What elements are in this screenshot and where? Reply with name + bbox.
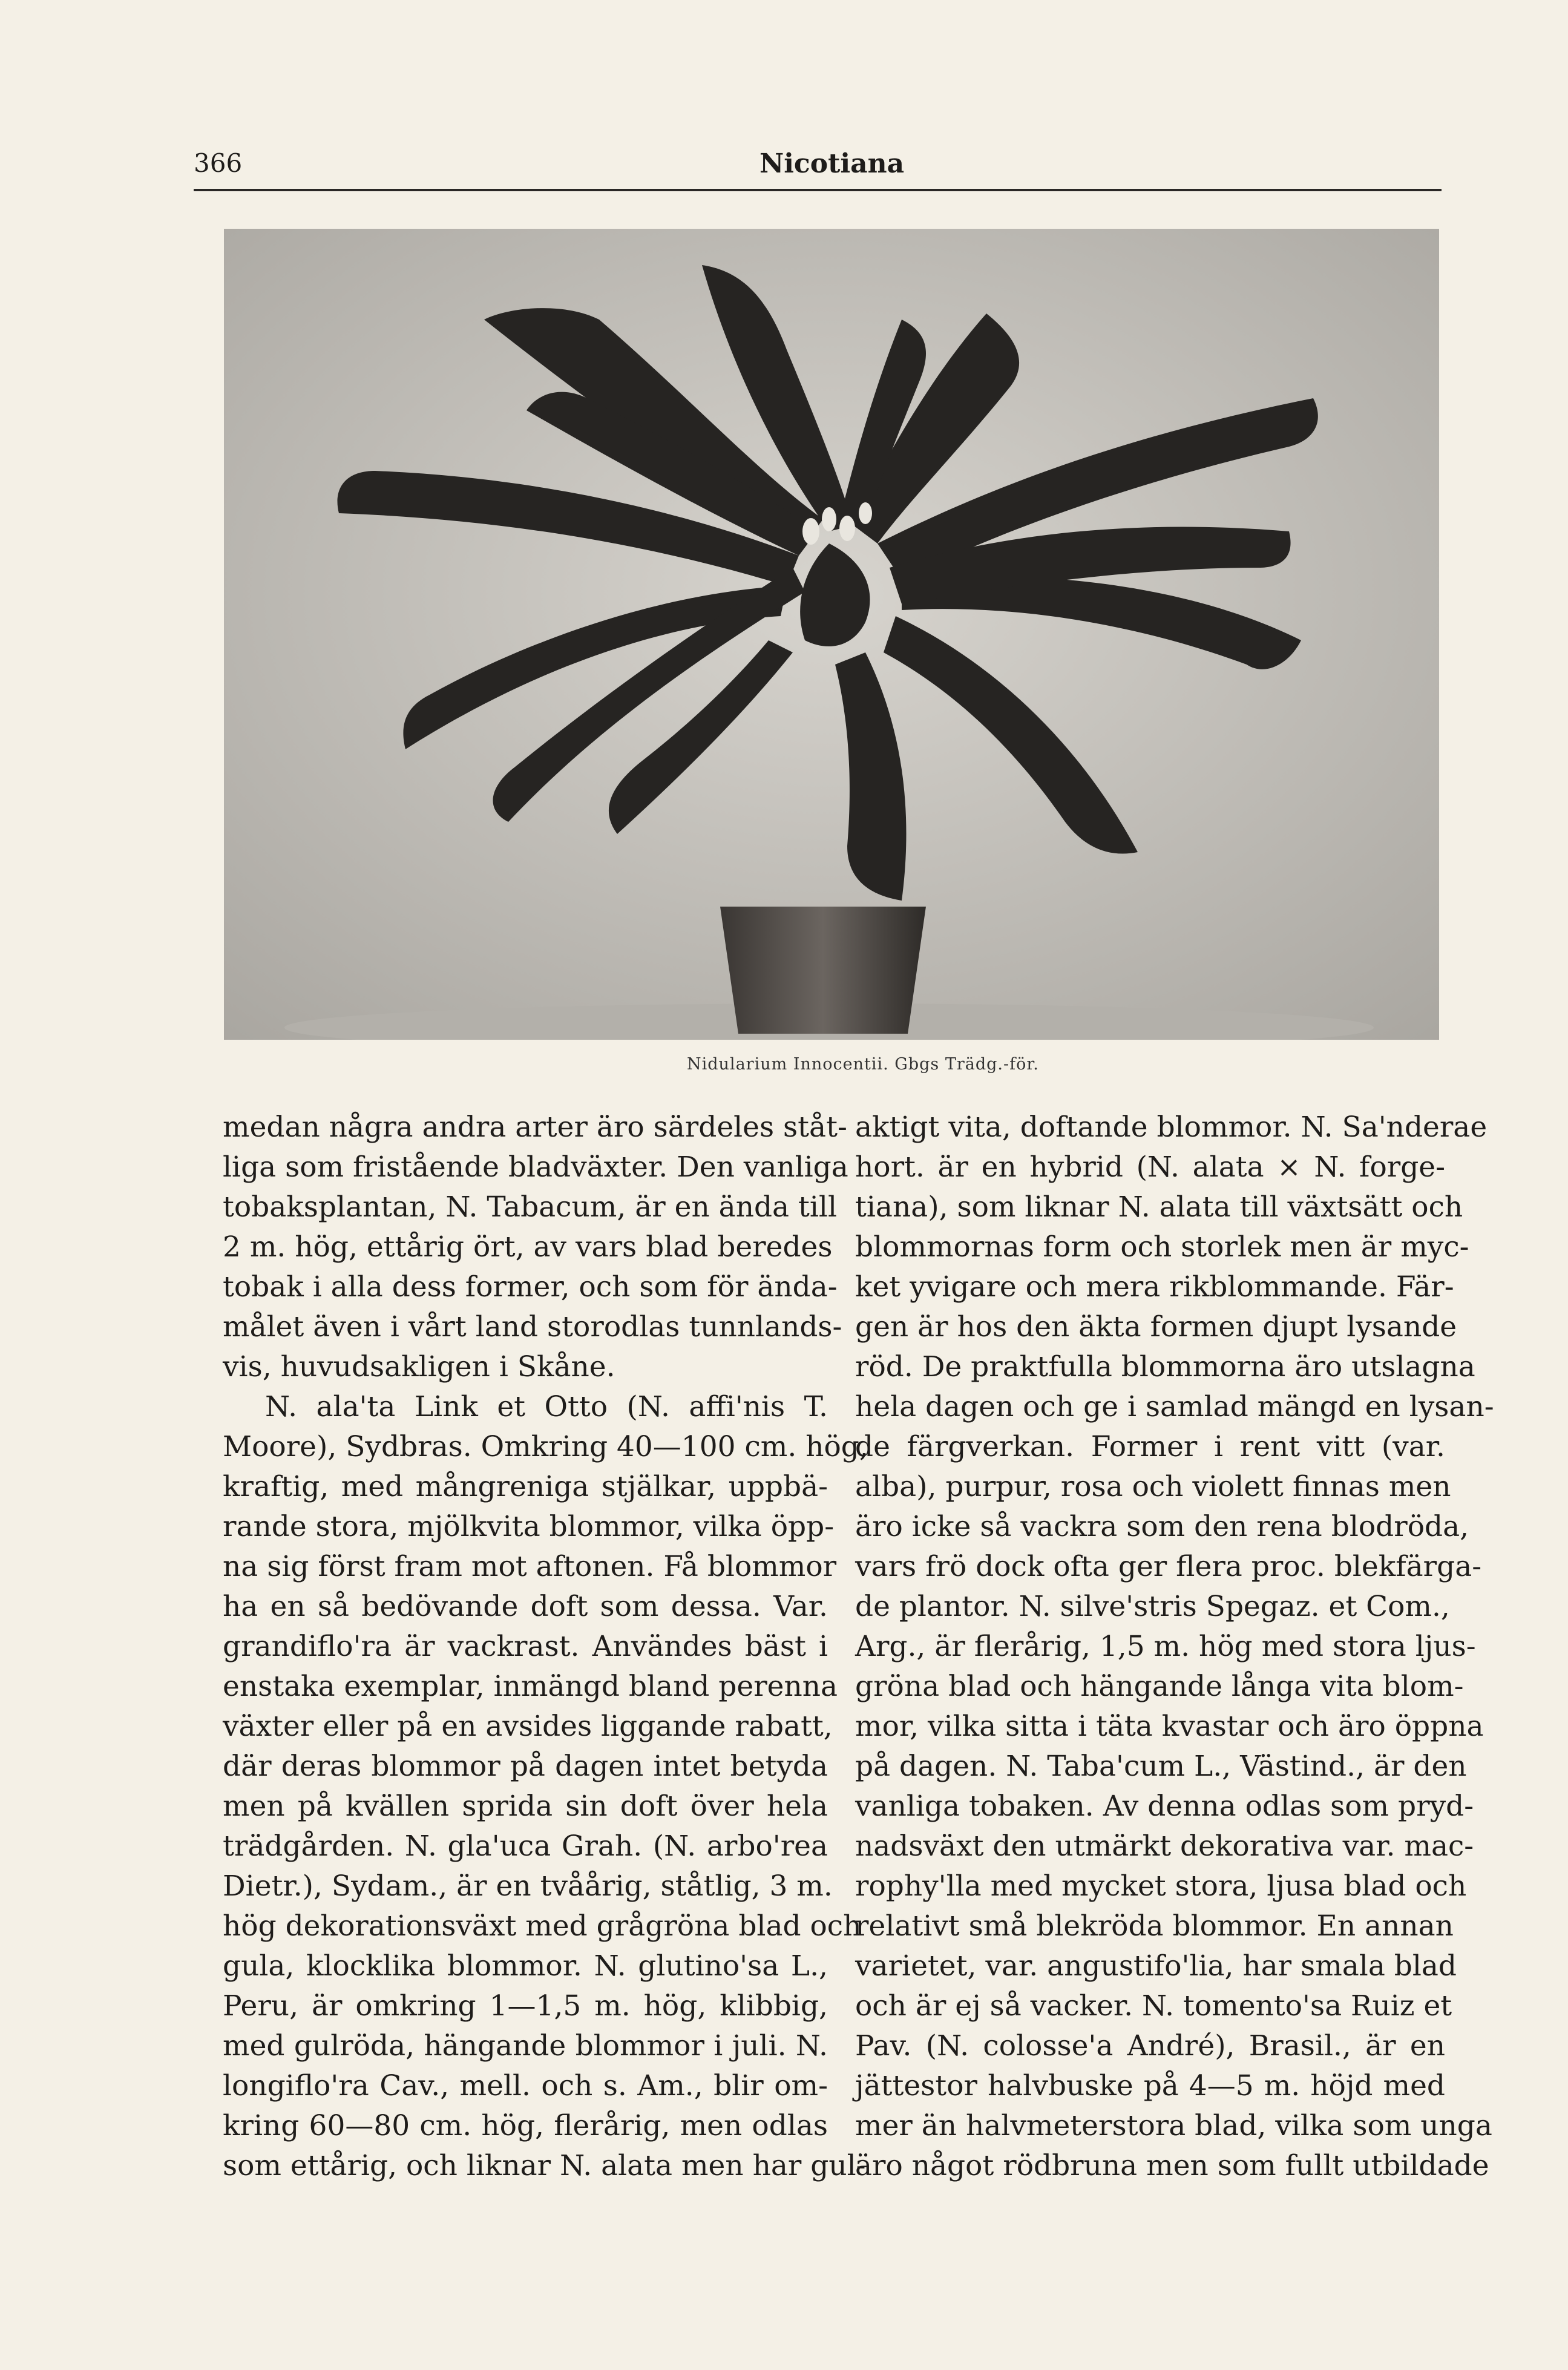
text-line: relativt små blekröda blommor. En annan [855,1909,1454,1943]
text-line: longiflo'ra Cav., mell. och s. Am., blir om- [223,2069,828,2102]
text-line: gröna blad och hängande långa vita blom- [855,1670,1464,1703]
text-line: tobak i alla dess former, och som för ända- [223,1270,838,1304]
text-line: tiana), som liknar N. alata till växtsätt och [855,1190,1463,1224]
text-line: de färgverkan. Former i rent vitt (var. [855,1430,1445,1463]
text-line: vis, huvudsakligen i Skåne. [223,1350,615,1384]
text-line: målet även i vårt land storodlas tunnlands- [223,1310,842,1344]
text-line: na sig först fram mot aftonen. Få blommor [223,1550,837,1583]
text-line: grandiflo'ra är vackrast. Användes bäst i [223,1630,828,1663]
text-line: kraftig, med mångreniga stjälkar, uppbä- [223,1470,828,1503]
text-line: Peru, är omkring 1—1,5 m. hög, klibbig, [223,1989,828,2023]
text-line: nadsväxt den utmärkt dekorativa var. mac- [855,1830,1474,1863]
text-line: rande stora, mjölkvita blommor, vilka öpp- [223,1510,835,1543]
text-line: hort. är en hybrid (N. alata × N. forge- [855,1151,1445,1184]
text-column-right [855,1108,1494,2186]
text-line: och är ej så vacker. N. tomento'sa Ruiz et [855,1989,1452,2023]
text-line: jättestor halvbuske på 4—5 m. höjd med [855,2069,1445,2102]
text-line: äro något rödbruna men som fullt utbildade [855,2149,1489,2182]
text-line: röd. De praktfulla blommorna äro utslagna [855,1350,1475,1384]
text-line: vanliga tobaken. Av denna odlas som pryd- [855,1790,1474,1823]
text-line: där deras blommor på dagen intet betyda [223,1750,828,1783]
text-line: hög dekorationsväxt med grågröna blad och [223,1909,862,1943]
text-line: på dagen. N. Taba'cum L., Västind., är den [855,1750,1467,1783]
text-line: blommornas form och storlek men är myc- [855,1230,1469,1264]
text-line: gula, klocklika blommor. N. glutino'sa L., [223,1949,828,1983]
text-line: ket yvigare och mera rikblommande. Fär- [855,1270,1454,1304]
text-line: ha en så bedövande doft som dessa. Var. [223,1590,828,1623]
figure-caption: Nidularium Innocentii. Gbgs Trädg.-för. [687,1055,1039,1074]
text-line: äro icke så vackra som den rena blodröda, [855,1510,1469,1543]
text-line: enstaka exemplar, inmängd bland perenna [223,1670,838,1703]
text-line: varietet, var. angustifo'lia, har smala blad [855,1949,1457,1983]
text-line: som ettårig, och liknar N. alata men har gul- [223,2149,866,2182]
text-line: Moore), Sydbras. Omkring 40—100 cm. hög, [223,1430,868,1463]
text-line: Arg., är flerårig, 1,5 m. hög med stora ljus- [855,1630,1476,1663]
text-line: kring 60—80 cm. hög, flerårig, men odlas [223,2109,828,2142]
page-number: 366 [194,148,243,178]
text-line: 2 m. hög, ettårig ört, av vars blad beredes [223,1230,833,1264]
text-line: alba), purpur, rosa och violett finnas men [855,1470,1451,1503]
plant-photograph [224,229,1439,1040]
text-line: men på kvällen sprida sin doft över hela [223,1790,828,1823]
text-line: liga som fristående bladväxter. Den vanliga [223,1151,848,1184]
text-line: växter eller på en avsides liggande rabatt, [223,1710,833,1743]
text-line: mer än halvmeterstora blad, vilka som unga [855,2109,1492,2142]
text-line: gen är hos den äkta formen djupt lysande [855,1310,1457,1344]
header-rule [194,189,1442,191]
text-line: med gulröda, hängande blommor i juli. N. [223,2029,828,2063]
running-title: Nicotiana [759,148,905,179]
page-header [194,148,1442,189]
text-line: vars frö dock ofta ger flera proc. blekfärga- [855,1550,1482,1583]
text-line: trädgården. N. gla'uca Grah. (N. arbo'rea [223,1830,828,1863]
text-line: aktigt vita, doftande blommor. N. Sa'nderae [855,1111,1488,1144]
text-line: mor, vilka sitta i täta kvastar och äro öppna [855,1710,1484,1743]
text-line: rophy'lla med mycket stora, ljusa blad och [855,1869,1467,1903]
text-line: N. ala'ta Link et Otto (N. affi'nis T. [265,1390,828,1423]
text-line: de plantor. N. silve'stris Spegaz. et Com., [855,1590,1450,1623]
text-line: tobaksplantan, N. Tabacum, är en ända till [223,1190,837,1224]
text-line: medan några andra arter äro särdeles ståt- [223,1111,847,1144]
flower-pot [720,907,926,1034]
text-line: Dietr.), Sydam., är en tvåårig, ståtlig, 3 m. [223,1869,833,1903]
text-line: Pav. (N. colosse'a André), Brasil., är en [855,2029,1445,2063]
text-line: hela dagen och ge i samlad mängd en lysan- [855,1390,1494,1423]
text-column-left [223,1108,868,2186]
